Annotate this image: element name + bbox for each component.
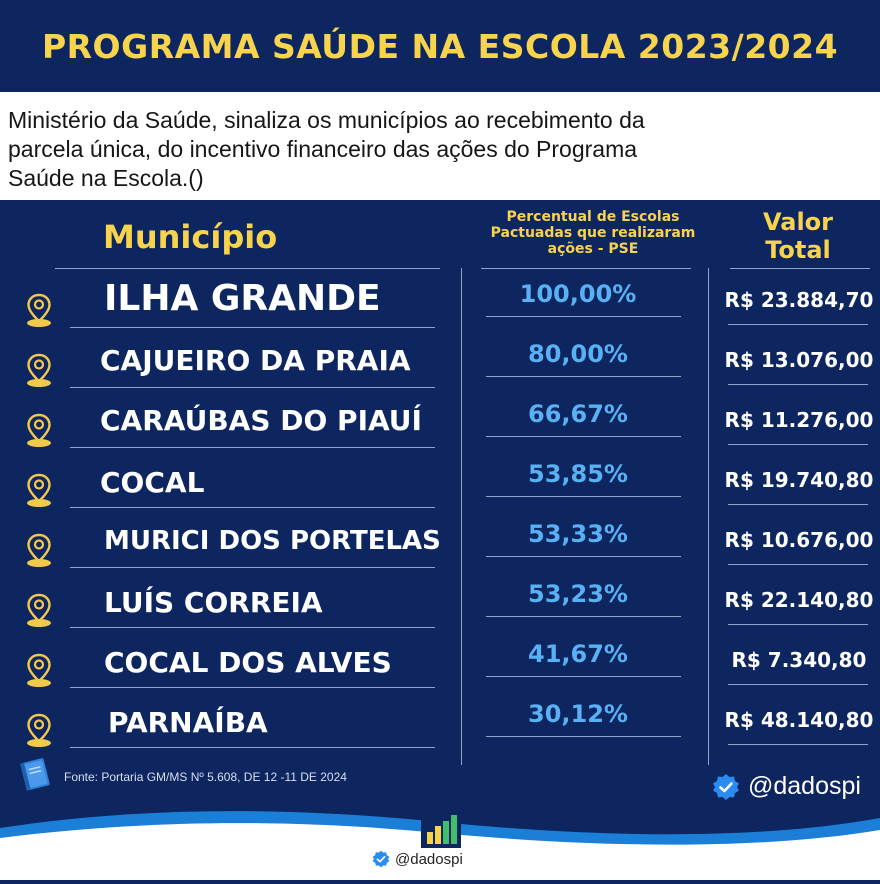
location-pin-icon [25,412,53,448]
row-divider [728,744,868,745]
municipio-name: PARNAÍBA [108,706,268,739]
location-pin-icon [25,592,53,628]
municipio-name: LUÍS CORREIA [104,586,323,619]
intro-line-3: Saúde na Escola.() [8,165,204,191]
footer-handle-text: @dadospi [395,850,463,868]
row-divider [70,747,435,748]
header-banner [0,0,880,92]
row-divider [70,327,435,328]
source-text: Fonte: Portaria GM/MS Nº 5.608, DE 12 -11 DE 2024 [64,770,347,784]
location-pin-icon [25,652,53,688]
location-pin-icon [25,352,53,388]
header-divider [730,268,870,269]
table-row [0,572,880,632]
valor-total: R$ 7.340,80 [731,648,867,672]
row-divider [486,496,681,497]
percentual-value: 66,67% [528,400,628,428]
valor-total: R$ 11.276,00 [724,408,874,432]
book-icon [17,757,55,791]
municipio-name: CARAÚBAS DO PIAUÍ [100,404,422,437]
header-percentual: Percentual de Escolas Pactuadas que realizaram ações - PSE [490,209,696,257]
header-valor-line-1: Valor [762,208,833,236]
municipio-name: COCAL DOS ALVES [104,646,392,679]
location-pin-icon [25,292,53,328]
percentual-value: 53,23% [528,580,628,608]
row-divider [728,444,868,445]
percentual-value: 53,85% [528,460,628,488]
row-divider [728,384,868,385]
valor-total: R$ 10.676,00 [724,528,874,552]
row-divider [728,324,868,325]
header-divider [481,268,691,269]
intro-line-2: parcela única, do incentivo financeiro das ações do Programa [8,136,638,162]
percentual-value: 80,00% [528,340,628,368]
row-divider [728,564,868,565]
table-row [0,332,880,392]
percentual-value: 100,00% [519,280,637,308]
row-divider [70,627,435,628]
valor-total: R$ 19.740,80 [724,468,874,492]
page-title: PROGRAMA SAÚDE NA ESCOLA 2023/2024 [41,26,839,66]
row-divider [70,447,435,448]
row-divider [486,676,681,677]
row-divider [486,616,681,617]
row-divider [70,567,435,568]
row-divider [486,316,681,317]
row-divider [70,387,435,388]
location-pin-icon [25,472,53,508]
valor-total: R$ 13.076,00 [724,348,874,372]
municipio-name: MURICI DOS PORTELAS [104,526,441,556]
table-row [0,392,880,452]
table-row [0,632,880,692]
location-pin-icon [25,532,53,568]
row-divider [728,504,868,505]
verified-badge-icon [372,850,390,868]
municipio-name: CAJUEIRO DA PRAIA [100,344,411,377]
valor-total: R$ 23.884,70 [724,288,874,312]
row-divider [486,736,681,737]
bar-chart-logo-icon [421,810,461,848]
table-row [0,272,880,332]
table-row [0,452,880,512]
row-divider [728,684,868,685]
handle-badge [712,772,861,801]
row-divider [486,556,681,557]
header-municipio: Município [103,218,278,256]
row-divider [486,436,681,437]
verified-badge-icon [712,773,740,801]
row-divider [70,507,435,508]
row-divider [486,376,681,377]
location-pin-icon [25,712,53,748]
intro-text-box [0,92,880,200]
header-valor [738,208,858,264]
header-divider [55,268,440,269]
intro-line-1: Ministério da Saúde, sinaliza os municípios ao recebimento da [8,107,645,133]
handle-text: @dadospi [748,772,861,800]
row-divider [728,624,868,625]
header-valor-line-2: Total [765,236,831,264]
percentual-value: 30,12% [528,700,628,728]
percentual-value: 53,33% [528,520,628,548]
municipio-name: COCAL [100,466,205,499]
row-divider [70,687,435,688]
footer-handle [372,850,463,868]
table-row [0,692,880,752]
municipio-name: ILHA GRANDE [104,278,381,319]
valor-total: R$ 48.140,80 [724,708,874,732]
valor-total: R$ 22.140,80 [724,588,874,612]
table-row [0,512,880,572]
percentual-value: 41,67% [528,640,628,668]
